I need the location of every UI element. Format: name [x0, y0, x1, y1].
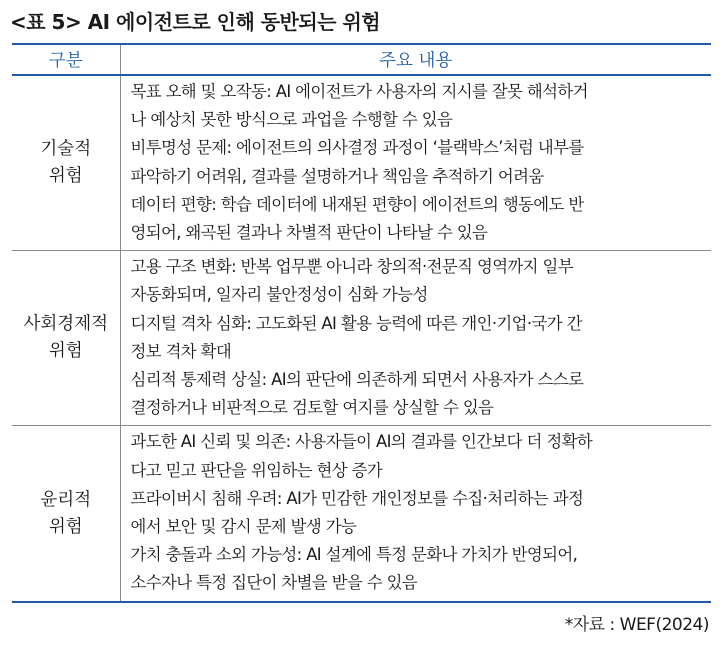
category-label: 사회경제적 — [23, 314, 109, 335]
header-content: 주요 내용 — [120, 44, 711, 75]
content-line: 비투명성 문제: 에이전트의 의사결정 과정이 ‘블랙박스’처럼 내부를 — [130, 138, 584, 158]
content-line: 정보 격차 확대 — [130, 341, 232, 361]
content-line: 과도한 AI 신뢰 및 의존: 사용자들이 AI의 결과를 인간보다 더 정확하 — [130, 432, 593, 452]
table-title: <표 5> AI 에이전트로 인해 동반되는 위험 — [10, 10, 381, 34]
content-cell-socioeconomic — [120, 251, 711, 426]
table-row-socioeconomic — [12, 251, 711, 426]
content-line: 프라이버시 침해 우려: AI가 민감한 개인정보를 수집·처리하는 과정 — [130, 488, 584, 508]
category-label: 윤리적 — [40, 489, 92, 510]
content-line: 가치 충돌과 소외 가능성: AI 설계에 특정 문화나 가치가 반영되어, — [130, 545, 578, 565]
category-cell-ethical — [12, 426, 120, 602]
category-label: 위험 — [48, 166, 83, 187]
content-line: 데이터 편향: 학습 데이터에 내재된 편향이 에이전트의 행동에도 반 — [130, 194, 584, 214]
category-cell-socioeconomic — [12, 251, 120, 426]
content-line: 파악하기 어려워, 결과를 설명하거나 책임을 추적하기 어려움 — [130, 166, 544, 186]
risk-table — [12, 43, 711, 603]
content-line: 에서 보안 및 감시 문제 발생 가능 — [130, 517, 357, 537]
content-line: 디지털 격차 심화: 고도화된 AI 활용 능력에 따른 개인·기업·국가 간 — [130, 313, 582, 333]
category-cell-technical — [12, 75, 120, 251]
content-cell-ethical — [120, 426, 711, 602]
content-line: 자동화되며, 일자리 불안정성이 심화 가능성 — [130, 285, 428, 305]
content-line: 소수자나 특정 집단이 차별을 받을 수 있음 — [130, 573, 418, 593]
risk-table-container — [12, 43, 711, 603]
table-row-ethical — [12, 426, 711, 602]
header-category: 구분 — [12, 44, 120, 75]
table-header-row — [12, 44, 711, 75]
content-line: 고용 구조 변화: 반복 업무뿐 아니라 창의적·전문직 영역까지 일부 — [130, 257, 573, 277]
category-label: 위험 — [48, 516, 83, 537]
content-cell-technical — [120, 75, 711, 251]
content-line: 다고 믿고 판단을 위임하는 현상 증가 — [130, 460, 383, 480]
source-note: *자료 : WEF(2024) — [564, 615, 709, 635]
table-row-technical — [12, 75, 711, 251]
category-label: 위험 — [48, 341, 83, 362]
category-label: 기술적 — [40, 139, 92, 160]
content-line: 결정하거나 비판적으로 검토할 여지를 상실할 수 있음 — [130, 398, 494, 418]
content-line: 영되어, 왜곡된 결과나 차별적 판단이 나타날 수 있음 — [130, 223, 488, 243]
content-line: 심리적 통제력 상실: AI의 판단에 의존하게 되면서 사용자가 스스로 — [130, 370, 584, 390]
content-line: 목표 오해 및 오작동: AI 에이전트가 사용자의 지시를 잘못 해석하거 — [130, 82, 588, 101]
content-line: 나 예상치 못한 방식으로 과업을 수행할 수 있음 — [130, 110, 453, 130]
